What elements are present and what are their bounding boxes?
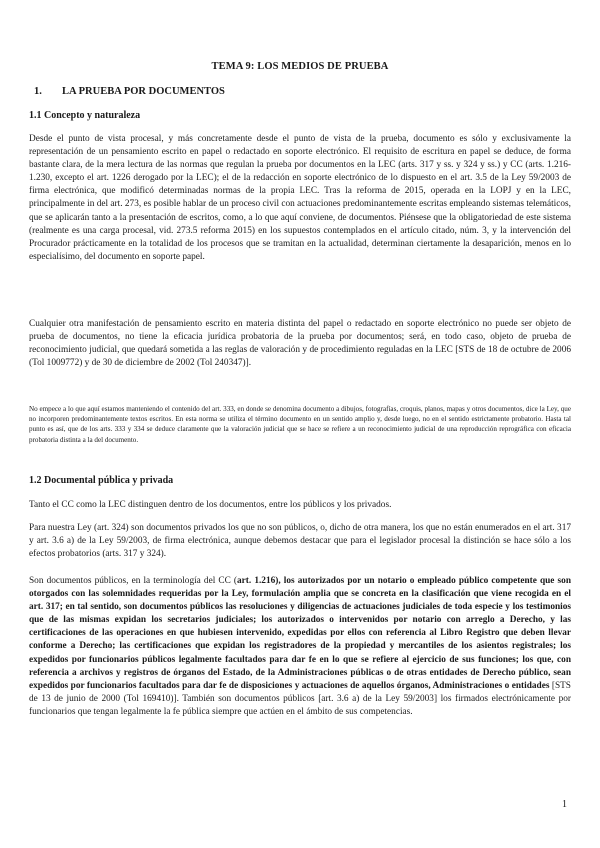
section-title: LA PRUEBA POR DOCUMENTOS (62, 86, 225, 97)
note-paragraph: No empece a lo que aquí estamos manteniendo el contenido del art. 333, en donde se denomina documento a dibujos, fotografías, croquis, planos, mapas y otros documentos, dice la Ley, que no incorporen predominantemente textos escritos. En esta norma se utiliza el término documento en un sentido amplio y, desde luego, no en el sentido estrictamente probatorio. Hasta tal punto es así, que de los arts. 333 y 334 se deduce claramente que la valoración judicial que se hace se refiere a un reconocimiento judicial de una reproducción reprográfica con eficacia probatoria distinta a la del documento. (29, 405, 571, 444)
section-heading (34, 86, 574, 97)
paragraph-concepto-1: Desde el punto de vista procesal, y más concretamente desde el punto de vista de la prueba, documento es sólo y exclusivamente la representación de un pensamiento escrito en papel o redactado en soporte electrónico. El requisito de escritura en papel se deduce, de forma bastante clara, de la mera lectura de las normas que regulan la prueba por documentos en la LEC (arts. 317 y ss. y 324 y ss.) y CC (arts. 1.216-1.230, excepto el art. 1226 derogado por la LEC); el de la redacción en soporte electrónico de lo dispuesto en el art. 3.5 de la Ley 59/2003 de firma electrónica, que modificó determinadas normas de la propia LEC. Tras la reforma de 2015, operada en la LOPJ y en la LEC, principalmente in del art. 273, es posible hablar de un proceso civil con actuaciones predominantemente escritas empleando sistemas telemáticos, que se aplicarán tanto a la presentación de escritos, como, a lo que aquí conviene, de documentos. Piénsese que la obligatoriedad de este sistema (realmente es una carga procesal, vid. 273.5 reforma 2015) en los supuestos contemplados en el artículo citado, núm. 3, y la intervención del Procurador prácticamente en la totalidad de los procesos que se tramitan en la actualidad, determinan ciertamente la desaparición, menos en lo especialísimo, del documento en soporte papel. (29, 134, 571, 262)
subsection-heading-concepto: 1.1 Concepto y naturaleza (29, 110, 141, 121)
paragraph-publica-3-end: [STS de 13 de junio de 2000 (Tol 169410)]. También son documentos públicos [art. 3.6 a) de la Ley 59/2003] los firmados electrónicamente por funcionarios que tengan legalmente la fe pública siempre que actúen en el ámbito de sus competencias. (29, 680, 571, 717)
paragraph-publica-3-bold: art. 1.216), los autorizados por un notario o empleado público competente que son otorgados con las solemnidades requeridas por la Ley, formulación amplia que se concreta en la clasificación que viene recogida en el art. 317; en tal sentido, son documentos públicos las resoluciones y diligencias de actuaciones judiciales de toda especie y los testimonios que de las mismas expidan los secretarios judiciales; los autorizados o intervenidos por notario con arreglo a Derecho, y las certificaciones de las operaciones en que hubiesen intervenido, expedidas por ellos con referencia al Libro Registro que deben llevar conforme a Derecho; las certificaciones que expidan los registradores de la propiedad y mercantiles de los asientos registrales; los expedidos por funcionarios públicos legalmente facultados para dar fe en lo que se refiere al ejercicio de sus funciones; los que, con referencia a archivos y registros de órganos del Estado, de la Administraciones públicas o de otras entidades de Derecho público, sean expedidos por funcionarios facultados para dar fe de disposiciones y actuaciones de aquellos órganos, Administraciones o entidades (29, 576, 571, 691)
section-number: 1. (34, 86, 42, 97)
subsection-heading-publica-privada: 1.2 Documental pública y privada (29, 475, 174, 486)
paragraph-publica-3 (29, 575, 571, 719)
paragraph-publica-3-start: Son documentos públicos, en la terminología del CC ( (29, 576, 238, 586)
paragraph-publica-1: Tanto el CC como la LEC distinguen dentro de los documentos, entre los públicos y los privados. (29, 500, 392, 510)
page-number: 1 (562, 799, 567, 810)
paragraph-concepto-2: Cualquier otra manifestación de pensamiento escrito en materia distinta del papel o redactado en soporte electrónico no puede ser objeto de prueba de documentos, no tiene la eficacia jurídica probatoria de la prueba por documentos; será, en todo caso, objeto de prueba de reconocimiento judicial, que quedará sometida a las reglas de valoración y de procedimiento reguladas en la LEC [STS de 18 de octubre de 2006 (Tol 1009772) y de 30 de diciembre de 2002 (Tol 240347)]. (29, 319, 571, 369)
page-title: TEMA 9: LOS MEDIOS DE PRUEBA (211, 61, 389, 72)
paragraph-publica-2: Para nuestra Ley (art. 324) son documentos privados los que no son públicos, o, dicho de otra manera, los que no están enumerados en el art. 317 y art. 3.6 a) de la Ley 59/2003, de firma electrónica, aunque debemos destacar que para el legislador procesal la distinción se hace sólo a los efectos probatorios (arts. 317 y 324). (29, 523, 571, 560)
